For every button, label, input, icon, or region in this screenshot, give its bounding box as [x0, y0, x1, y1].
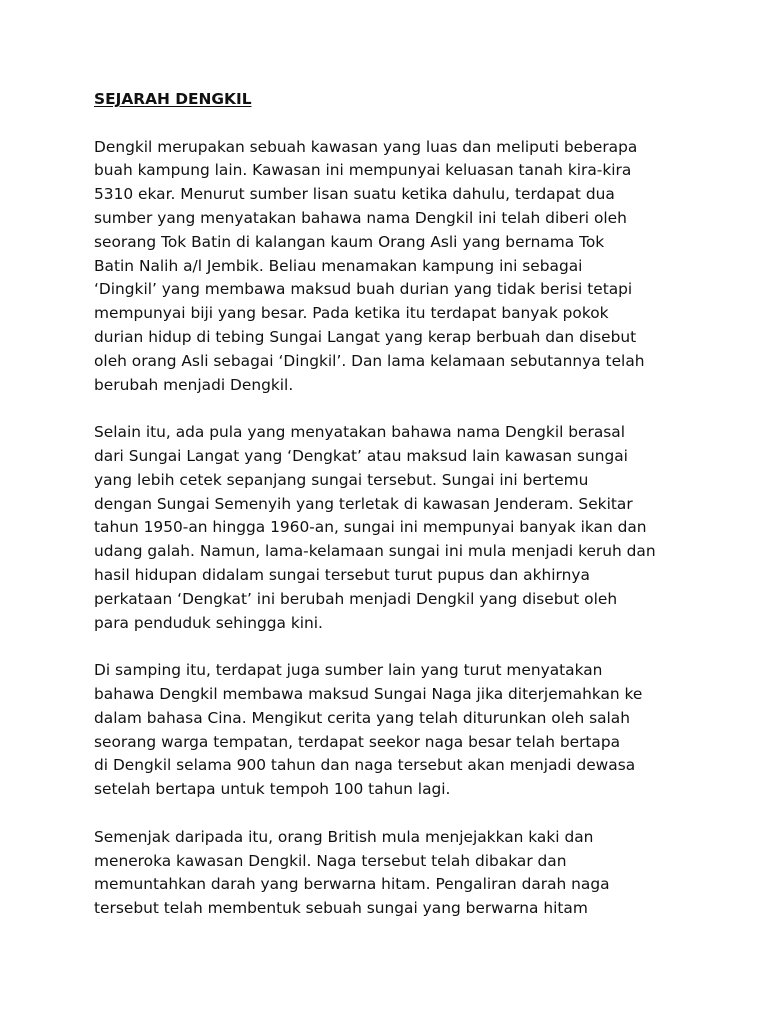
text-line: meneroka kawasan Dengkil. Naga tersebut telah dibakar dan	[94, 851, 567, 870]
spacer	[94, 397, 690, 421]
text-line: durian hidup di tebing Sungai Langat yang kerap berbuah dan disebut	[94, 327, 637, 346]
text-line: Selain itu, ada pula yang menyatakan bahawa nama Dengkil berasal	[94, 423, 625, 442]
paragraph-4	[94, 826, 690, 921]
text-line: dari Sungai Langat yang ‘Dengkat’ atau maksud lain kawasan sungai	[94, 446, 628, 465]
paragraph-3	[94, 659, 690, 802]
text-line: 5310 ekar. Menurut sumber lisan suatu ketika dahulu, terdapat dua	[94, 185, 615, 204]
text-line: yang lebih cetek sepanjang sungai tersebut. Sungai ini bertemu	[94, 470, 589, 489]
text-line: mempunyai biji yang besar. Pada ketika itu terdapat banyak pokok	[94, 304, 609, 323]
text-line: sumber yang menyatakan bahawa nama Dengkil ini telah diberi oleh	[94, 208, 627, 227]
text-line: udang galah. Namun, lama-kelamaan sungai ini mula menjadi keruh dan	[94, 542, 656, 561]
spacer	[94, 635, 690, 659]
text-line: dalam bahasa Cina. Mengikut cerita yang telah diturunkan oleh salah	[94, 708, 630, 727]
paragraph-1	[94, 136, 690, 398]
text-line: di Dengkil selama 900 tahun dan naga tersebut akan menjadi dewasa	[94, 756, 636, 775]
text-line: dengan Sungai Semenyih yang terletak di kawasan Jenderam. Sekitar	[94, 494, 633, 513]
text-line: Di samping itu, terdapat juga sumber lain yang turut menyatakan	[94, 661, 603, 680]
text-line: Dengkil merupakan sebuah kawasan yang luas dan meliputi beberapa	[94, 137, 638, 156]
text-line: Batin Nalih a/l Jembik. Beliau menamakan kampung ini sebagai	[94, 256, 583, 275]
text-line: tahun 1950-an hingga 1960-an, sungai ini mempunyai banyak ikan dan	[94, 518, 647, 537]
text-line: berubah menjadi Dengkil.	[94, 375, 294, 394]
spacer	[94, 802, 690, 826]
text-line: ‘Dingkil’ yang membawa maksud buah durian yang tidak berisi tetapi	[94, 280, 633, 299]
document-title: SEJARAH DENGKIL	[94, 90, 252, 108]
text-line: hasil hidupan didalam sungai tersebut turut pupus dan akhirnya	[94, 565, 590, 584]
document-content	[94, 88, 690, 921]
text-line: seorang Tok Batin di kalangan kaum Orang Asli yang bernama Tok	[94, 232, 605, 251]
spacer	[94, 112, 690, 136]
text-line: memuntahkan darah yang berwarna hitam. Pengaliran darah naga	[94, 875, 610, 894]
paragraph-2	[94, 421, 690, 635]
text-line: para penduduk sehingga kini.	[94, 613, 323, 632]
text-line: oleh orang Asli sebagai ‘Dingkil’. Dan lama kelamaan sebutannya telah	[94, 351, 645, 370]
text-line: bahawa Dengkil membawa maksud Sungai Naga jika diterjemahkan ke	[94, 684, 643, 703]
text-line: seorang warga tempatan, terdapat seekor naga besar telah bertapa	[94, 732, 621, 751]
text-line: Semenjak daripada itu, orang British mula menjejakkan kaki dan	[94, 827, 594, 846]
text-line: tersebut telah membentuk sebuah sungai yang berwarna hitam	[94, 899, 588, 918]
text-line: buah kampung lain. Kawasan ini mempunyai keluasan tanah kira-kira	[94, 161, 632, 180]
text-line: perkataan ‘Dengkat’ ini berubah menjadi Dengkil yang disebut oleh	[94, 589, 618, 608]
text-line: setelah bertapa untuk tempoh 100 tahun lagi.	[94, 780, 451, 799]
